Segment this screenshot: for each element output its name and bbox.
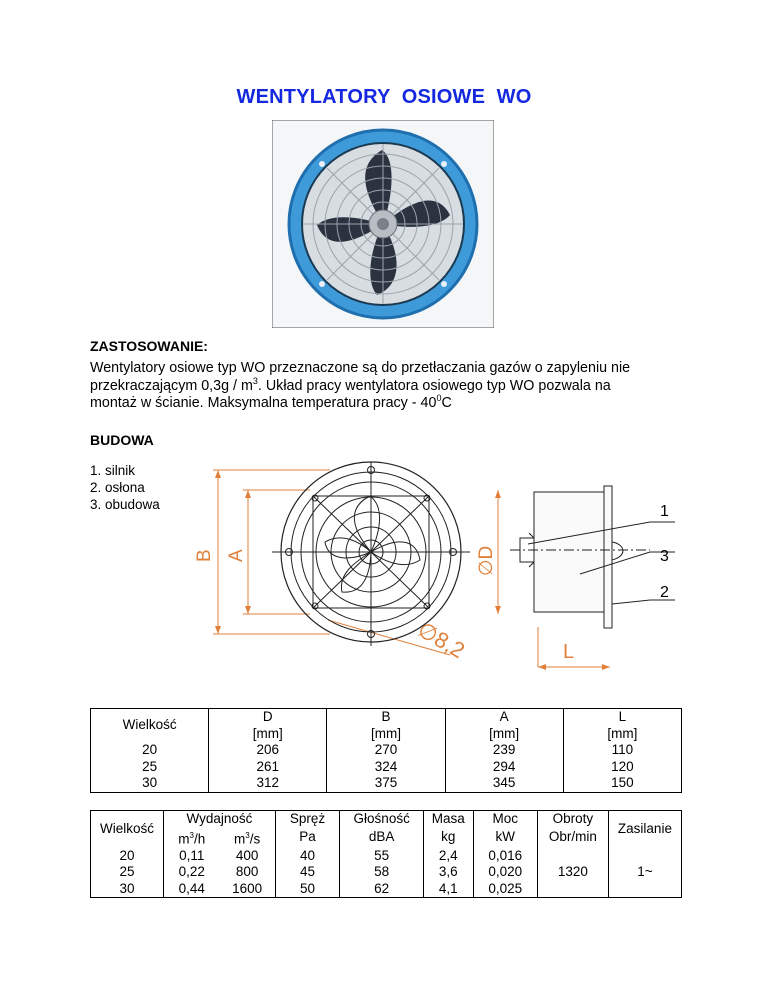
fan-photo [272, 120, 494, 328]
label-l: L [563, 641, 575, 663]
performance-table [90, 810, 682, 898]
unit-cell: dBA [340, 828, 424, 848]
table-header-cell: D [mm] [209, 709, 327, 743]
description-line: przekraczającym $0,3g / m^3$. Układ pracy wentylatora osiowego typ WO pozwala na [90, 375, 611, 394]
list-item: 2. osłona [90, 480, 145, 495]
table-header-cell: Głośność [340, 811, 424, 828]
table-row: 20 206 270 239 110 [91, 742, 682, 759]
list-item: 3. obudowa [90, 497, 160, 512]
zasilanie-value: 1~ [608, 848, 681, 898]
table-header-cell: L [mm] [563, 709, 681, 743]
dimensions-table [90, 708, 682, 793]
table-row: 25 0,22 800 45 58 3,6 0,020 [91, 864, 682, 881]
obroty-value: 1320 [537, 848, 608, 898]
unit-cell: $m^3/h$ [164, 828, 220, 848]
callout-2: 2 [660, 584, 669, 601]
section-heading-zastosowanie: ZASTOSOWANIE: [90, 338, 208, 354]
table-header-row [91, 811, 682, 828]
unit-cell: kg [424, 828, 473, 848]
table-header-cell: Obroty [537, 811, 608, 828]
table-row: 30 312 375 345 150 [91, 775, 682, 792]
unit-cell: Pa [275, 828, 339, 848]
table-header-cell: Moc [473, 811, 537, 828]
description-line: Wentylatory osiowe typ WO przeznaczone są do przetłaczania gazów o zapyleniu nie [90, 360, 631, 376]
table-header-cell: Zasilanie [608, 811, 681, 848]
table-header-cell: Wielkość [100, 821, 155, 836]
table-header-cell: Wydajność [164, 811, 276, 828]
table-header-row [91, 709, 682, 743]
unit-cell: Obr/min [537, 828, 608, 848]
callout-3: 3 [660, 548, 669, 565]
unit-cell: kW [473, 828, 537, 848]
unit-cell: $m^3/s$ [234, 830, 261, 846]
page-title: WENTYLATORY OSIOWE WO [236, 86, 532, 108]
label-hole: ∅8,2 [413, 616, 470, 664]
table-unit-row [91, 828, 682, 848]
description-paragraph [90, 360, 690, 413]
technical-drawing [180, 452, 700, 680]
list-item: 1. silnik [90, 463, 136, 478]
table-header-cell: Wielkość [122, 717, 177, 733]
label-d: ∅D [476, 545, 497, 576]
parts-list [90, 462, 160, 513]
table-header-cell: A [mm] [445, 709, 563, 743]
table-header-cell: Spręż [275, 811, 339, 828]
label-b: B [194, 549, 215, 562]
description-line: montaż w ścianie. Maksymalna temperatura pracy - $40^0C$ [90, 393, 452, 411]
table-row: 30 0,44 1600 50 62 4,1 0,025 [91, 881, 682, 898]
section-heading-budowa: BUDOWA [90, 432, 154, 448]
callout-1: 1 [660, 503, 669, 520]
table-header-cell: B [mm] [327, 709, 445, 743]
table-header-cell: Masa [424, 811, 473, 828]
table-row: 20 0,11 400 40 55 2,4 0,016 1320 1~ [91, 848, 682, 865]
label-a: A [226, 549, 247, 562]
table-row: 25 261 324 294 120 [91, 759, 682, 776]
